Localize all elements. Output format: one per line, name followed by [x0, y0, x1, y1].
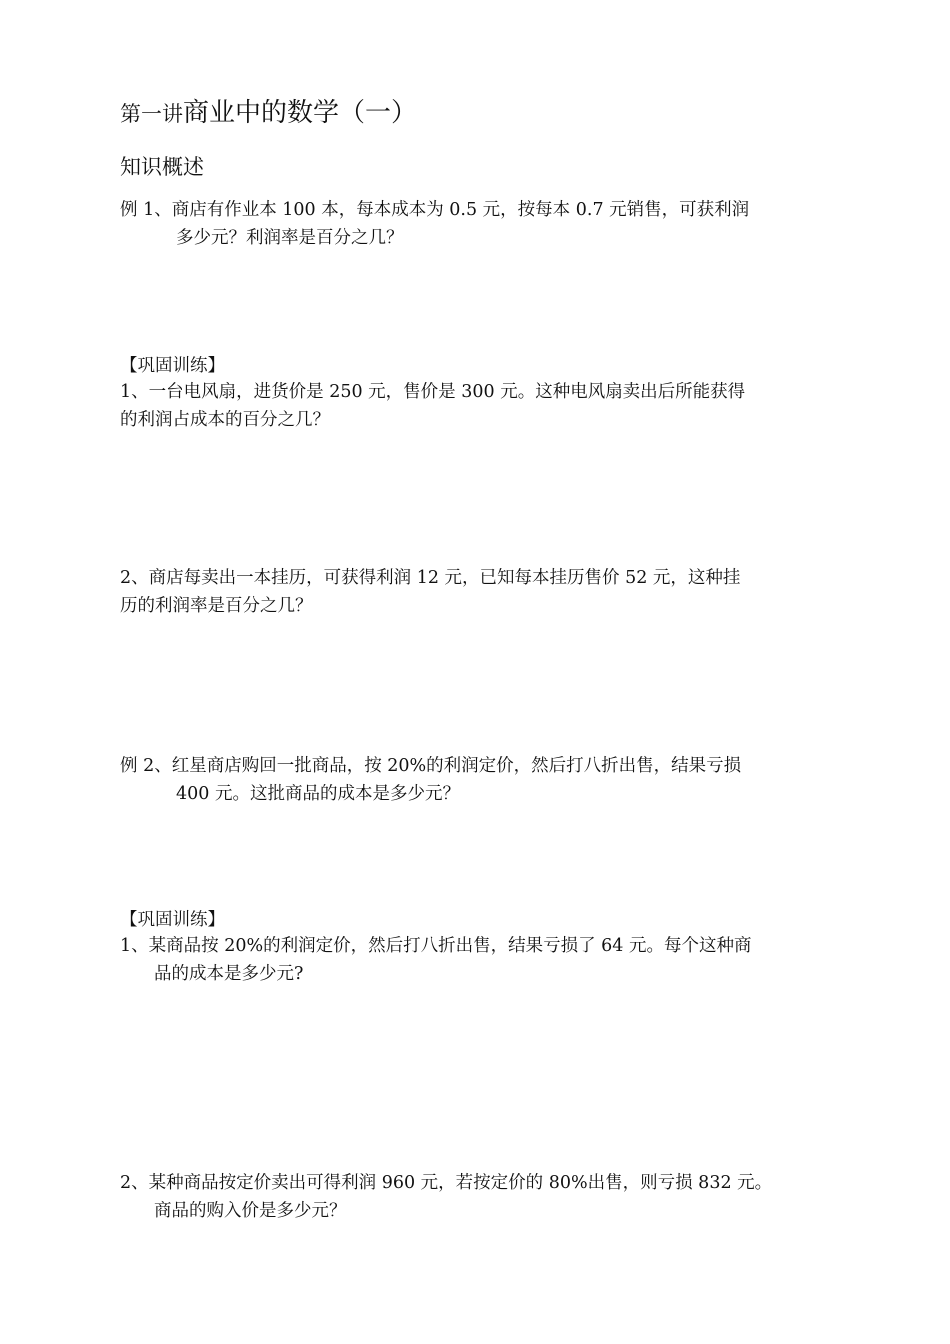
practice-1-q1-line-2: 的利润占成本的百分之几？: [120, 410, 330, 430]
practice-2-question-1: [120, 932, 752, 988]
practice-1-q1-line-1: 1、一台电风扇，进货价是 250 元，售价是 300 元。这种电风扇卖出后所能获得: [120, 382, 746, 402]
practice-heading-1: 【巩固训练】: [120, 356, 225, 376]
example-1-line-2: 多少元？利润率是百分之几？: [176, 228, 404, 248]
section-heading: 知识概述: [120, 155, 204, 179]
practice-1-q2-line-1: 2、商店每卖出一本挂历，可获得利润 12 元，已知每本挂历售价 52 元，这种挂: [120, 568, 741, 588]
practice-2-question-2: [120, 1169, 772, 1225]
page-title: [120, 96, 417, 131]
title-prefix: 第一讲: [120, 102, 183, 126]
example-1-line-1: 例 1、商店有作业本 100 本，每本成本为 0.5 元，按每本 0.7 元销售，可获利润: [120, 200, 750, 220]
practice-1-question-1: [120, 378, 745, 434]
example-2: [120, 752, 741, 808]
practice-2-q2-line-2: 商品的购入价是多少元？: [154, 1201, 347, 1221]
example-2-line-1: 例 2、红星商店购回一批商品，按 20%的利润定价，然后打八折出售，结果亏损: [120, 756, 742, 776]
title-main: 商业中的数学（一）: [183, 98, 418, 128]
practice-2-q1-line-2: 品的成本是多少元?: [154, 964, 304, 984]
example-1: [120, 196, 749, 252]
practice-2-q1-line-1: 1、某商品按 20%的利润定价，然后打八折出售，结果亏损了 64 元。每个这种商: [120, 936, 752, 956]
practice-2-q2-line-1: 2、某种商品按定价卖出可得利润 960 元，若按定价的 80%出售，则亏损 832 元。: [120, 1173, 773, 1193]
practice-heading-2: 【巩固训练】: [120, 910, 225, 930]
practice-1-q2-line-2: 历的利润率是百分之几？: [120, 596, 313, 616]
example-2-line-2: 400 元。这批商品的成本是多少元？: [176, 784, 460, 804]
practice-1-question-2: [120, 564, 740, 620]
